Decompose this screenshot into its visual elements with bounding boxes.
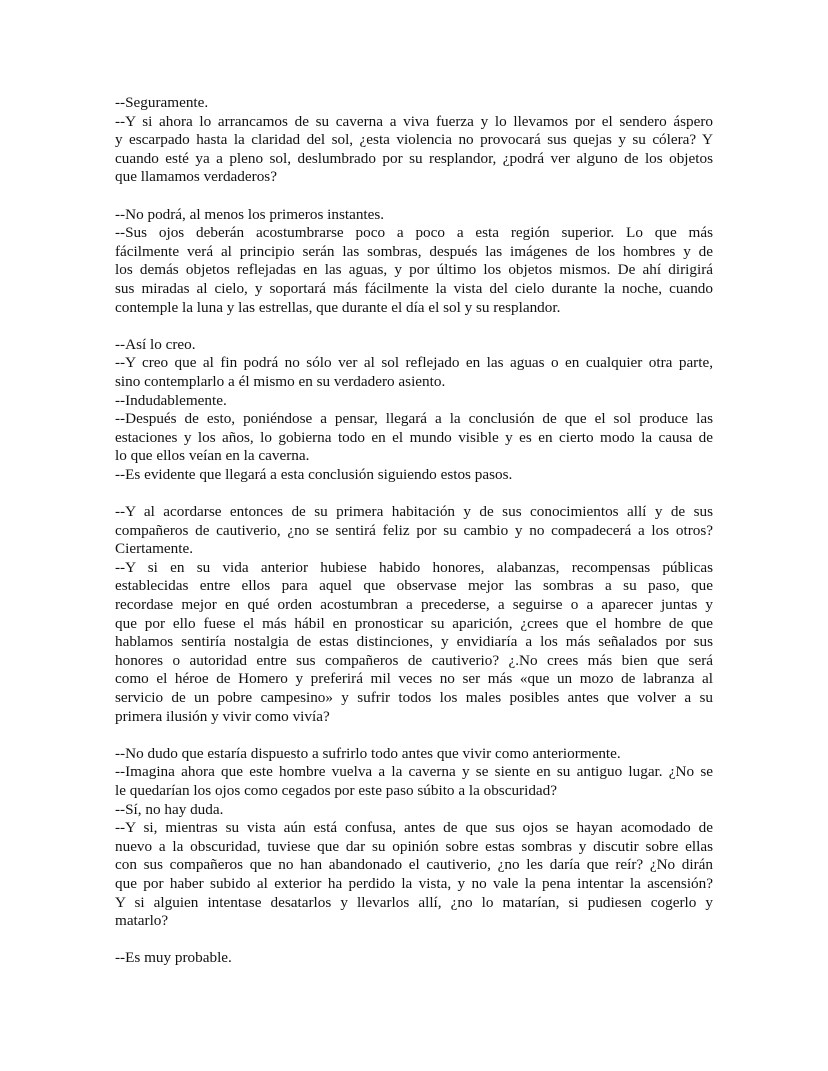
text-line: --Indudablemente. <box>115 391 227 409</box>
text-line: --Después de esto, poniéndose a pensar, llegará a la conclusión de que el sol produce las <box>115 410 713 428</box>
text-line: --Seguramente. <box>115 94 209 111</box>
text-line: estaciones y los años, lo gobierna todo en el mundo visible y es en cierto modo la causa de <box>115 428 713 446</box>
text-line: los demás objetos reflejadas en las aguas, y por último los objetos mismos. De ahí dirigirá <box>115 261 713 279</box>
text-line: --Es muy probable. <box>115 949 232 967</box>
text-line: contemple la luna y las estrellas, que durante el día el sol y su resplandor. <box>115 298 561 316</box>
text-line: fácilmente verá al principio serán las sombras, después las imágenes de los hombres y de <box>115 242 713 260</box>
text-line: honores o autoridad entre sus compañeros de cautiverio? ¿.No crees más bien que será <box>115 651 713 669</box>
paragraph <box>115 745 713 931</box>
text-line: --No dudo que estaría dispuesto a sufrirlo todo antes que vivir como anteriormente. <box>115 744 621 762</box>
text-line: nuevo a la obscuridad, tuviese que dar su opinión sobre estas sombras y discutir sobre ellas <box>115 837 713 855</box>
text-line: que llamamos verdaderos? <box>115 168 277 186</box>
text-line: --No podrá, al menos los primeros instantes. <box>115 205 385 223</box>
text-line: recordase mejor en qué orden acostumbran a precederse, a seguirse o a aparecer juntas y <box>115 596 713 614</box>
paragraph <box>115 94 713 187</box>
text-line: --Y si, mientras su vista aún está confusa, antes de que sus ojos se hayan acomodado de <box>115 819 713 837</box>
text-line: --Sí, no hay duda. <box>115 800 224 818</box>
text-line: --Y si en su vida anterior hubiese habido honores, alabanzas, recompensas públicas <box>115 558 713 576</box>
text-line: --Sus ojos deberán acostumbrarse poco a poco a esta región superior. Lo que más <box>115 224 713 242</box>
text-line: lo que ellos veían en la caverna. <box>115 447 310 465</box>
text-line: --Y si ahora lo arrancamos de su caverna a viva fuerza y lo llevamos por el sendero áspero <box>115 112 713 130</box>
text-line: establecidas entre ellos para aquel que observase mejor las sombras a su paso, que <box>115 577 713 595</box>
text-line: matarlo? <box>115 912 169 930</box>
paragraph <box>115 206 713 318</box>
text-line: le quedarían los ojos como cegados por este paso súbito a la obscuridad? <box>115 781 558 799</box>
text-line: como el héroe de Homero y preferirá mil veces no ser más «que un mozo de labranza al <box>115 670 713 688</box>
paragraph <box>115 503 713 726</box>
text-line: --Así lo creo. <box>115 335 196 353</box>
text-line: y escarpado hasta la claridad del sol, ¿esta violencia no provocará sus quejas y su cólera? Y <box>115 131 713 149</box>
text-line: que por haber subido al exterior ha perdido la vista, y no vale la pena intentar la ascensión? <box>115 874 713 892</box>
text-line: sus miradas al cielo, y soportará más fácilmente la vista del cielo durante la noche, cuando <box>115 279 713 297</box>
text-line: --Es evidente que llegará a esta conclusión siguiendo estos pasos. <box>115 465 513 483</box>
text-line: --Imagina ahora que este hombre vuelva a la caverna y se siente en su antiguo lugar. ¿No se <box>115 763 713 781</box>
text-line: servicio de un pobre campesino» y sufrir todos los males posibles antes que volver a su <box>115 689 713 706</box>
text-line: que por ello fuese el más hábil en pronosticar su aparición, ¿crees que el hombre de que <box>115 614 713 632</box>
text-line: sino contemplarlo a él mismo en su verdadero asiento. <box>115 372 446 390</box>
paragraph <box>115 336 713 485</box>
text-line: con sus compañeros que no han abandonado el cautiverio, ¿no les daría que reír? ¿No dirán <box>115 856 713 874</box>
document-page <box>115 94 713 987</box>
text-line: primera ilusión y vivir como vivía? <box>115 707 330 725</box>
text-line: Ciertamente. <box>115 540 194 558</box>
text-line: cuando esté ya a pleno sol, deslumbrado por su resplandor, ¿podrá ver alguno de los objetos <box>115 149 713 167</box>
paragraph <box>115 949 713 968</box>
text-line: Y si alguien intentase desatarlos y llevarlos allí, ¿no lo matarían, si pudiesen cogerlo y <box>115 893 713 911</box>
text-line: hablamos sentiría nostalgia de estas distinciones, y envidiaría a los más señalados por sus <box>115 633 713 651</box>
text-line: --Y creo que al fin podrá no sólo ver al sol reflejado en las aguas o en cualquier otra parte, <box>115 354 713 372</box>
text-line: --Y al acordarse entonces de su primera habitación y de sus conocimientos allí y de sus <box>115 503 713 521</box>
text-line: compañeros de cautiverio, ¿no se sentirá feliz por su cambio y no compadecerá a los otros? <box>115 521 713 539</box>
